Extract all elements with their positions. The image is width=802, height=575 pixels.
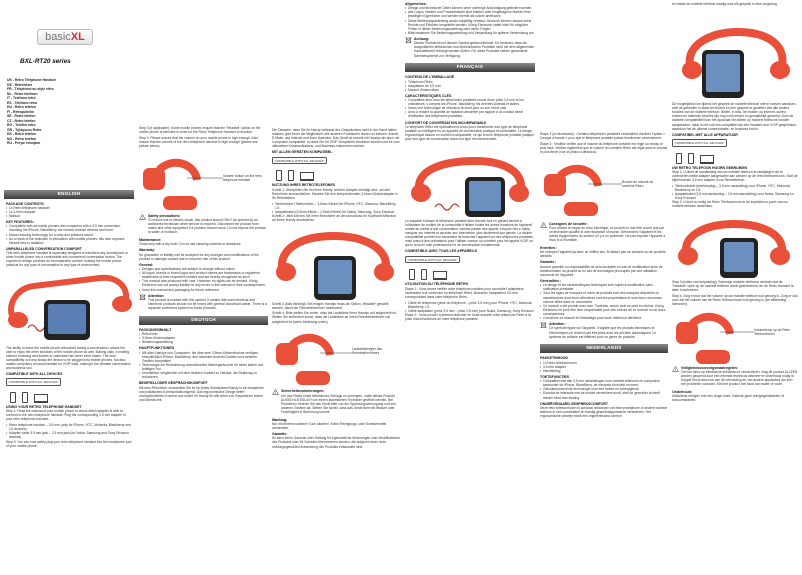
svg-text:!: ! (274, 391, 277, 396)
paragraph: Ce symbole figure sur l'appareil. Il signifie que les produits électriques et électroniques ne doivent pas être jetés avec les déchets domestiques. Le système de collecte est différent pour ce genre de produits. (549, 326, 657, 339)
list-item: • Compatibel met alle 3,5 mm aansluitingen voor mobiele telefoons en computers, waaronder de iPhone, BlackBerry, de nieuwste Androids en meer. (540, 379, 668, 387)
warning-icon (139, 214, 146, 220)
list-item: • 1x 3.5mm adapter (6, 210, 132, 214)
column-6 (672, 0, 798, 575)
device-icons (10, 389, 132, 403)
heading-nutzung: NUTZUNG IHRES RETROTELEFONES (272, 183, 336, 188)
phone-handset-illustration (405, 143, 535, 219)
list-item: • Tous les logos de marques et noms de produits sont des marques déposées ou immatriculées dont leurs détenteurs sont les propriétaires et sont donc reconnues comme telles dans ce documents. (540, 291, 668, 303)
weee-bin-icon (139, 294, 146, 300)
heading-package-contents: PACKAGE CONTENTS: (6, 201, 45, 206)
column-4 (405, 0, 535, 575)
list-item: • 1x Retro telefoonhoorn (540, 361, 668, 365)
section-bar-francais: FRANÇAIS (405, 63, 535, 72)
paragraph: Nur mit einem trockenen Tuch säubern. Keine Reinigungs- oder Scheuermittel verwenden. (272, 421, 387, 430)
device-icons (276, 167, 400, 181)
language-item: FR - Téléphone au style rétro (7, 87, 54, 91)
heading-beispiel: BEISPIELLOSER GESPRÄCHSKOMFORT (139, 381, 208, 386)
list-item: • Unmittelbar, vergleichen mit dem direkten Kontakt zu Handys, die Strahlung zu reduzieren. (139, 371, 268, 379)
heading-warranty: Warranty: (139, 248, 156, 253)
heading-compatible: COMPATIBLE WITH ALL DEVICES (6, 372, 63, 377)
svg-text:!: ! (542, 223, 545, 228)
heading-veiligheid: Veiligheidsvoorzorgsmaatregelen: (681, 365, 738, 370)
language-item: ES - Teléfono retro (7, 100, 38, 105)
phone-icon (288, 170, 294, 181)
list-item: • Noise-reducing technology for a crisp and polished sound. (6, 233, 132, 237)
section-bar-deutsch: DEUTSCH (139, 316, 268, 325)
paragraph: Schritt 3 (falls benötigt): Bei einigen Handys muss die Option „Headset“ gewählt werden, damit der Retrotelefonhörer funktioniert. (272, 301, 389, 310)
volume-caption: Lautstärkeregler des Retrotelefonhörers (352, 347, 383, 356)
paragraph: Stap 1: U dient de handleiding van uw mobiele telefoon te raadplegen om te controleren welke adapter aangesloten kan worden op de retro telefoonhoorn. Sluit de bijbehorende 3,5 mm adapter in uw Retrotelefoon. (672, 169, 798, 183)
column-2 (139, 0, 268, 575)
paragraph: Stap 3 (indien van toepassing): Sommige mobiele telefoons vereisen dat de "Headset" optie op de mobiele telefoon wordt geselecteerd om de Retro Handset te laten functioneren. (672, 279, 794, 293)
phone-icon (676, 153, 682, 164)
compatibility-badge: COMPATIBLE WITH ALL DEVICES* (405, 256, 460, 264)
list-item: • Retrohörer (139, 332, 268, 336)
paragraph: en maakt de mobiele telefoon handig voor elk gesprek in elke omgeving. (672, 2, 778, 6)
list-item: • Retro telephone handset – 3.5 mm (only for iPhone, HTC, Motorola, Blackberry and LG devices) (6, 423, 132, 431)
language-item: SE - Retro telefon (7, 114, 36, 118)
paragraph: Pour réduire le risque de choc électrique, ce produit ne doit être ouvert que par un technicien qualifié si une réparation s'impose. Débranchez l'appareil et les autres équipements du secteur s'il y a un problème. Ne pas exposer l'appareil à l'eau ni à l'humidité. (549, 225, 666, 243)
language-item: RO - Telefon retro (7, 123, 36, 127)
language-item: GR - Τηλέφωνο Retro (7, 127, 42, 132)
list-item: • Adapterkabel (3,5 mm aansluiting – 2,5 mm aansluiting) voor Nokia, Samsung en Sony Ericsson (672, 192, 798, 200)
language-item: CZ - Retro telefon (7, 118, 36, 123)
list-item: • Inclus une technologie de réduction du bruit pour un son net et clair. (405, 106, 535, 110)
phone-handset-illustration (672, 210, 798, 280)
list-item: • Téléphone Rétro (405, 80, 535, 84)
list-item: • 3,5 mm adapter (540, 365, 668, 369)
section-bar-nederlands: NEDERLANDS (540, 344, 668, 353)
paragraph: Die Tatsache, dass Sie Ihr Handy während des Gesprächens nicht in der Hand halten müssen, gibt Ihnen die Möglichkeit, alle anderen Funktionen nutzen zu können: Anrufe, E-Mails, das Internet und Ihren Kalender. Das Gerät ist sowohl mit Handys als auch mit Computern kompatibel, so dass Sie für VOIP-Gespräche einsetzen können und es zum ultimativen Kommunikations- und Business-Instrument machen. (272, 128, 400, 149)
compatibility-badge: COMPATIBLE WITH ALL DEVICES* (672, 139, 727, 147)
language-item: IT - Telefono retrò (7, 96, 36, 100)
heading-compatible: COMPATIBLE AVEC TOUS LES APPAREILS (405, 249, 477, 254)
handset-volume-illustration (272, 325, 400, 389)
paragraph: Aucune garantie ou responsabilité ne sera acceptée en cas de modification et/ou de transformation du produit ou en cas de dommages provoqués par une utilisation incorrecte de l'appareil. (540, 264, 663, 277)
svg-text:!: ! (674, 367, 677, 372)
warning-icon (272, 389, 279, 395)
heading-compat: MIT ALLEN GERÄTEN KOMPATIBEL (272, 150, 333, 155)
retro-handset-icon (405, 143, 535, 219)
retro-handset-icon (672, 308, 798, 366)
list-item: • Telefoonkabel (telefoonplug – 3,5 mm aansluiting) voor iPhone, HTC, Motorola, Blackberry en LG (672, 184, 798, 192)
column-english (4, 0, 134, 575)
list-item: • Diese Bedienungsanleitung wurde sorgfältig verfasst. Dennoch können daraus keine Rechte und Pflichten hergeleitet werden. König Electronic haftet nicht für mögliche Fehler in dieser Bedienungsanleitung oder deren Folgen. (405, 19, 535, 31)
heading-wartung: Wartung: (272, 417, 288, 422)
heading-using: USING YOUR RETRO TELEPHONE HANDSET (6, 404, 82, 409)
heading-maintenance: Maintenance: (139, 237, 162, 242)
list-item: • Conservez ce manuel et l'emballage pour toute référence ultérieure. (540, 316, 668, 320)
column-5 (540, 0, 668, 575)
paragraph: Stap 4: Zorg ervoor dat het volume op uw mobiele telefoon luid genoeg is. Zorg er ook voor dat het volume van de Retro Telefoonhoorn luid genoeg is (zie afbeelding hieronder). (672, 293, 798, 307)
paragraph: Um das Risiko eines elektrischen Schlags zu verringern, sollte dieses Produkt AUSSCHLIESSLICH von einem autorisierten Techniker geöffnet werden. Bei Problemen trennen Sie das Gerät bitte von der Spannungsversorgung und von anderen Geräten ab. Stellen Sie sicher, dass das Gerät nicht mit Wasser oder Feuchtigkeit in Berührung kommt. (281, 393, 396, 414)
list-item: • Bitte bewahren Sie Bedienungsanleitung und Verpackung für spätere Verwendung auf. (405, 31, 535, 35)
paragraph: The ability to leave the mobile phone untouched during a conversation, allows the user to enjoy the other functions of the mobile phone as well. Making calls, e-mailing, internet browsing and access to calendars has never been easier. The dual compatibility not only allows the device to be plugged into mobile phones, but also makes computers an ideal handset for VOIP calls, making it the ultimate conversation and business tool. (6, 345, 131, 370)
paragraph: Step 1: Read the manual of your mobile phone to check which adapter is able to connect to the retro telephone handset. Plug the corresponding 3.5 mm adapter in your retro telephone handset. (6, 409, 126, 422)
list-item: • Manuel d'instructions (405, 88, 535, 92)
list-item: • Adapter cable 3.5 mm jack – 2.5 mm jack (for Nokia, Samsung and Sony Ericsson devices) (6, 431, 132, 439)
heading-unparalleled: UNPARALLELED CONVERSATION COMFORT (6, 246, 82, 251)
phone-icon (276, 170, 282, 181)
list-item: • As a result of the reduction in interaction with mobile phones, this user exposes himself less to radiation. (6, 237, 132, 245)
heading-safety: Safety precautions: (148, 213, 181, 218)
volume-caption: Bouton de volume du combiné Rétro (622, 179, 654, 188)
paragraph: Dieses Produkt ist mit diesem Symbol gekennzeichnet. Es bedeutet, dass die ausgedienten elektrischen und elektronischen Produkte nicht mit dem allgemeinen Haushaltsmüll entsorgt werden dürfen. Für diese Produkte stehen gesonderte Sammelsysteme zur Verfügung. (414, 41, 535, 58)
language-item: RU - Ретро телефон (7, 141, 41, 145)
paragraph: Step 3 (if applicable): Some mobile phones require that the "Headset" option on the mobile phone is selected in order for the Retro Telephone Handset to function. (139, 126, 261, 135)
paragraph: Stap 2: U kunt nu veilig uw Retro Telefoonhoorn in de koptelefoon-poort van uw mobiele telefoon aansluiten. (672, 200, 788, 209)
compatibility-badge: COMPATIBLE WITH ALL DEVICES* (272, 157, 327, 165)
list-item: • This manual was produced with care. However, no rights can be derived. König Electronic can not accept liability for any errors in this manual or their consequences. (139, 279, 268, 287)
list-item: • Adapterkabel (3,5mm-Klinke – 2,5mm-Klinke) für Nokia, Samsung, Sony Ericsson (272, 210, 400, 214)
heading-attention: Attention : (549, 322, 567, 327)
retro-handset-icon (540, 156, 668, 222)
list-item: • Telefonhörer (Telefonhörer – 3,5mm-Klinke) für iPhone, HTC, Motorola, BlackBerry, LG (272, 202, 400, 210)
paragraph: De mogelijkheid om tijdens het gesprek de mobiele telefoon niet te hoeven aanraken, stelt de gebruiker in staat om tevens en een gesprek te genieten van alle andere functies van de mobiele telefoon. Bellen, e-mail, het maken op internet, surfen, zoeken en kalender-functies zijn nog nooit eerder zo gemakkelijk geweest. Door de dubbele compatibiliteit kan het apparaat niet alleen op mobiele telefoons worden aangesloten, maar is het ook een compatibel als een handset voor VOIP-gesprekken, waardoor het de ultieme communicatie- en business tool is. (672, 102, 797, 131)
model-title: BXL-RT20 series (20, 58, 71, 65)
heading-onderhoud: Onderhoud: (672, 389, 693, 394)
list-item: • Compatible with all mobile phones and computers with a 3.5 mm connection, including the iPhone, BlackBerry, the newest Android devices and more. (6, 224, 132, 232)
paragraph: Schritt 2: Jetzt können Sie Ihren Retrohörer an den Anschluss für Kopfhörer/Mikrofon an Ihrem Handy anschließen. (272, 213, 396, 222)
paragraph: To reduce risk of electric shock, this product should ONLY be opened by an authorized technician when service is required. Disconnect the product from mains and other equipment if a problem should occur. Do not expose the product to water or moisture. (148, 217, 267, 235)
laptop-icon (300, 172, 314, 181)
heading-packung: PACKUNGSINHALT (139, 327, 172, 332)
list-item: • Keep this manual and packaging for future reference. (139, 288, 268, 292)
column-3 (272, 0, 400, 575)
heading-confort: CONFORT DE CONVERSATION INCOMPARABLE (405, 120, 487, 125)
volume-caption: Volume button on the retro telephone handset (223, 173, 262, 182)
heading-caract: CARACTÉRISTIQUES CLÉS (405, 93, 452, 98)
svg-text:!: ! (141, 215, 144, 220)
section-bar-english: ENGLISH (4, 190, 134, 199)
weee-bin-icon (405, 37, 412, 43)
retro-handset-icon (272, 325, 400, 389)
language-item: NL - Retro telefoon (7, 91, 38, 96)
list-item: • Adaptateur de 3,5 mm (405, 84, 535, 88)
paragraph: Step 4: Please ensure that the volume on your mobile phone is high enough. Also ensure that the volume of the retro telephone handset is high enough (please see picture below). (139, 135, 258, 148)
phone-handset-illustration (4, 270, 134, 344)
heading-pakket: PAKKETINHOUD (540, 356, 568, 361)
list-item: • Alle Logos, Marken und Produktnamen sind Marken oder eingetragene Marken ihrer jeweiligen Eigentümer und werden hiermit als solche anerkannt. (405, 10, 535, 18)
laptop-icon (700, 155, 714, 164)
list-item: • Ce manuel a été produit avec soin. Toutefois, aucun droit ne peut en dériver. König Electronic ne peut être tenu responsable pour des erreurs de ce manuel ou de leurs conséquences. (540, 304, 668, 316)
list-item: • Handleiding (540, 369, 668, 373)
heading-allgemein: Allgemeines: (405, 2, 427, 6)
heading-toets: TOETSFUNCTIES (540, 374, 570, 379)
list-item: • Design und technische Daten können ohne vorherige Ankündigung geändert werden. (405, 6, 535, 10)
heading-compat: COMPATIBEL MET ALLE APPARATUUR (672, 132, 738, 137)
brand-logo (37, 29, 93, 45)
compatibility-badge: COMPATIBLE WITH ALL DEVICES* (6, 378, 61, 386)
phone-icon (409, 269, 415, 280)
laptop-icon (433, 271, 447, 280)
heading-haupt: HAUPTFUNKTIONEN (139, 346, 174, 351)
paragraph: Le téléphone Rétro est spécialement conçu pour transformer tout type de téléphone portable ou intelligent en un appareil de conversation pratique et confortable. Le design ergonomique assure un confort incomparable, ce qui rend le téléphone portable pratique pour tout type de conversation dans tout type d'environnement. (405, 124, 535, 142)
language-item: HU - Retro telefon (7, 105, 36, 109)
paragraph: No guarantee or liability can be accepted for any changes and modifications of the product or damage caused due to incorrect use of this product. (139, 252, 259, 261)
weee-bin-icon (540, 322, 547, 328)
list-item: • Câble de téléphone (prise du téléphone – prise 3,5 mm) pour iPhone, HTC, Motorola, Blackberry, LG (405, 301, 535, 309)
heading-gebruiken: UW RETRO TELEFOON HOORN GEBRUIKEN (672, 165, 748, 170)
list-item: • All logos, brands or brand logos and product names are trademarks or registered trademarks of their respective holders and are hereby recognized as such. (139, 271, 268, 279)
paragraph: Étape 2 : Vous pouvez à présent brancher en toute sécurité votre téléphone Rétro à la prise micro/écouteurs de votre téléphone portable. (405, 312, 531, 321)
paragraph: Clean only with a dry cloth. Do not use cleaning solvents or abrasives. (139, 242, 242, 247)
paragraph: Étape 4 : Veuillez vérifier que le volume du téléphone portable est réglé au niveau le plus haut. Vérifiez également que le volume du combiné Rétro est réglé avec le volume le plus élevé (voir la photo ci-dessous). (540, 141, 668, 154)
paragraph: This retro telephone handset is especially designed to transform any smartphone or other mobile phone into a comfortable and convenient conversation device. The ergonomic design provides an incomparable comfort, making the mobile phone practical for any type of conversation in any type of environment. (6, 251, 128, 268)
heading-generalites: Généralités : (540, 278, 562, 283)
warning-icon (540, 222, 547, 228)
paragraph: Uitsluitend reinigen met een droge doek. Gebruik geen reinigingsmiddelen of schuurmiddelen. (672, 394, 784, 403)
list-item: • Manual (6, 214, 132, 218)
retro-handset-icon (4, 270, 134, 344)
paragraph: Mit dem Retrohörer verwandeln Sie im Nu jedes Smartphone/Handy in ein bequemes und praktisches Kommunikationsgerät. Das ergonomische Design liefert unvergleichlichen Komfort und macht Ihr Handy für alle Arten von Gesprächen immer und überall zeit. (139, 385, 264, 402)
phone-handset-illustration (672, 16, 798, 102)
paragraph: Es kann keine Garantie oder Haftung für irgendwelche Änderungen oder Modifikationen des Produkts oder für Schäden übernommen werden, die aufgrund einer nicht ordnungsgemäßen Anwendung des Produkts entstanden sind. (272, 436, 400, 449)
paragraph: Étape 1 : Vous devez vérifier votre téléphone portable pour connaître l'adaptateur nécessaire à la connexion du téléphone Rétro. Branchez l'adaptateur 3,5 mm correspondant dans votre téléphone Rétro. (405, 286, 524, 299)
retro-handset-icon (672, 210, 798, 280)
brand-basic: basic (45, 31, 71, 43)
list-item: • 3,5mm-Klinkenadapter (139, 336, 268, 340)
paragraph: Step 2: You can now safely plug your retro telephone handset into the headphone port of your mobile phone. (6, 439, 132, 448)
phone-icon (688, 153, 694, 164)
heading-general: General: (139, 262, 154, 267)
paragraph: Om het risico op elektrische schokken te verminderen, mag dit product ALLEEN worden geopend door een erkende technicus wanneer er onderhoud nodig is. Koppel het product los van de netvoeding en van andere apparatuur als zich een probleem voordoet. Stel het product niet bloot aan water of vocht. (681, 370, 798, 387)
list-item: • Doordat de interactie met de mobiel vermindert wordt, stelt de gebruiker zichzelf minder bloot aan straling. (540, 391, 668, 399)
paragraph: Schritt 1: Überprüfen Sie im Ihrem Handy, welcher Adapter benötigt wird, um den Retrohörer anzuschließen. Stecken Sie den entsprechenden 3,5mm-Klinkenadapter in Ihr Retrotelefon. (272, 187, 398, 200)
phone-handset-illustration (272, 224, 400, 302)
heading-contenu: CONTENU DE L'EMBALLAGE (405, 75, 455, 80)
phone-icon (10, 392, 16, 403)
language-item: UK - Retro Telephone Handset (7, 78, 56, 82)
heading-utilisation: UTILISATION DU TÉLÉPHONE RÉTRO (405, 282, 469, 287)
paragraph: This product is marked with this symbol. It means that used electrical and electronic products should not be mixed with general household waste. There is a separate collections system for these products. (148, 297, 267, 311)
brand-xl: XL (70, 31, 85, 43)
paragraph: Deze retro telefoonhoorn is speciaal ontworpen om elke smartphone of andere mobiele telefoon in een comfortabel en handig gespreksapparaat te veranderen. Het ergonomische ontwerp biedt een ongeëvenaard comfort (540, 405, 668, 419)
laptop-icon (34, 394, 48, 403)
list-item: • Câble adaptateur (prise 3,5 mm – prise 2,5 mm) pour Nokia, Samsung, Sony Ericsson (405, 309, 535, 313)
warning-icon (672, 366, 679, 372)
list-item: • Le design et les caractéristiques techniques sont sujets à modification sans notification préalable. (540, 283, 668, 291)
language-item: NO - Retro telefon (7, 136, 37, 141)
handset-volume-illustration (139, 150, 268, 214)
paragraph: La capacité à laisser le téléphone portable libre d'accès tout en parlant permet à l'utilisateur de profiter de la commodité d'utiliser toutes les autres fonctions de l'appareil mobile au même d'une conversation: comme passer des appels, envoyer des e-mails, naviguer sur Internet et accéder aux calendriers, plus facilement que jamais. La double compatibilité permet non seulement de brancher l'appareil sur des téléphones portables, mais aussi à des ordinateurs pour l'utiliser comme un combiné pour les appels VOIP, ce qui le rend un outil professionnel et de conversation fondamental. (405, 218, 534, 248)
heading-achtung: Achtung: (414, 36, 430, 41)
list-item: • Bedienungsanleitung (139, 340, 268, 344)
heading-attention: Attention: (148, 293, 165, 298)
heading-garantie: Garantie : (540, 260, 557, 265)
language-item: DK - Retro telefon (7, 132, 36, 136)
list-item: • Mit allen Handys und Computern, die über eine 3,5mm-Klinkenbuchse verfügen, einschließlich iPhone, BlackBerry, den neuesten Android-Geräten und weiteren Geräten kompatibel. (139, 351, 268, 363)
device-icons (676, 150, 798, 164)
handset-volume-illustration (540, 156, 668, 222)
heading-key-features: KEY FEATURES: (6, 220, 34, 225)
heading-ongeev: ONGEËVENAARD GESPREKSCOMFORT (540, 401, 609, 406)
heading-sicher: Sicherheitsvorkehrungen: (281, 389, 325, 394)
heading-entretien: Entretien : (540, 245, 558, 250)
heading-garantie: Garantie: (272, 432, 288, 437)
list-item: • Designs and specifications are subject to change without notice. (139, 267, 268, 271)
volume-caption: Volumeknop op de Retro Telefoonhoorn (754, 327, 791, 336)
language-item: DE - Retrohörer (7, 82, 33, 87)
phone-icon (22, 392, 28, 403)
list-item: • Avec à réduire la quantité de radiation absorbée par rapport à un contact direct d'utilisation des téléphones portables. (405, 110, 535, 118)
list-item: • 1x Retro telephone handset (6, 206, 132, 210)
paragraph: Étape 3 (si nécessaire) : Certains téléphones portables nécessitent d'activer l'option « Casque d'écoute » pour que le téléphone portable puisse fonctionner correctement. (540, 132, 665, 141)
retro-handset-icon (672, 16, 798, 102)
list-item: • Technologie zur Reduzierung unerwünschter Nebengeräusche für einen klaren und kräftigen Ton. (139, 363, 268, 371)
list-item: • Compatible avec tous les téléphones portables munis d'une prise 3,5 mm et les ordinateurs, y compris les iPhone, BlackBerry, les derniers Android et autres. (405, 98, 535, 106)
retro-handset-icon (272, 224, 400, 302)
language-list (7, 78, 134, 146)
phone-icon (421, 269, 427, 280)
list-item: • Geluidsreducerende technologie voor een helder en scherpgeluid. (540, 387, 668, 391)
language-item: FI - Retropuhelin (7, 109, 34, 114)
paragraph: Ne nettoyez l'appareil qu'avec un chiffon sec. N'utilisez pas de solvants ou de produits abrasifs. (540, 250, 666, 259)
device-icons (409, 266, 535, 280)
paragraph: Schritt 4: Bitte stellen Sie sicher, dass die Lautstärke Ihres Handys voll aufgedreht ist. Stellen Sie außerdem sicher, dass die Lautstärke an Ihrem Retrotelefonhörer voll aufgedreht ist (siehe Abbildung unten). (272, 311, 397, 324)
heading-consignes: Consignes de sécurité : (549, 221, 589, 226)
handset-volume-illustration (672, 308, 798, 366)
